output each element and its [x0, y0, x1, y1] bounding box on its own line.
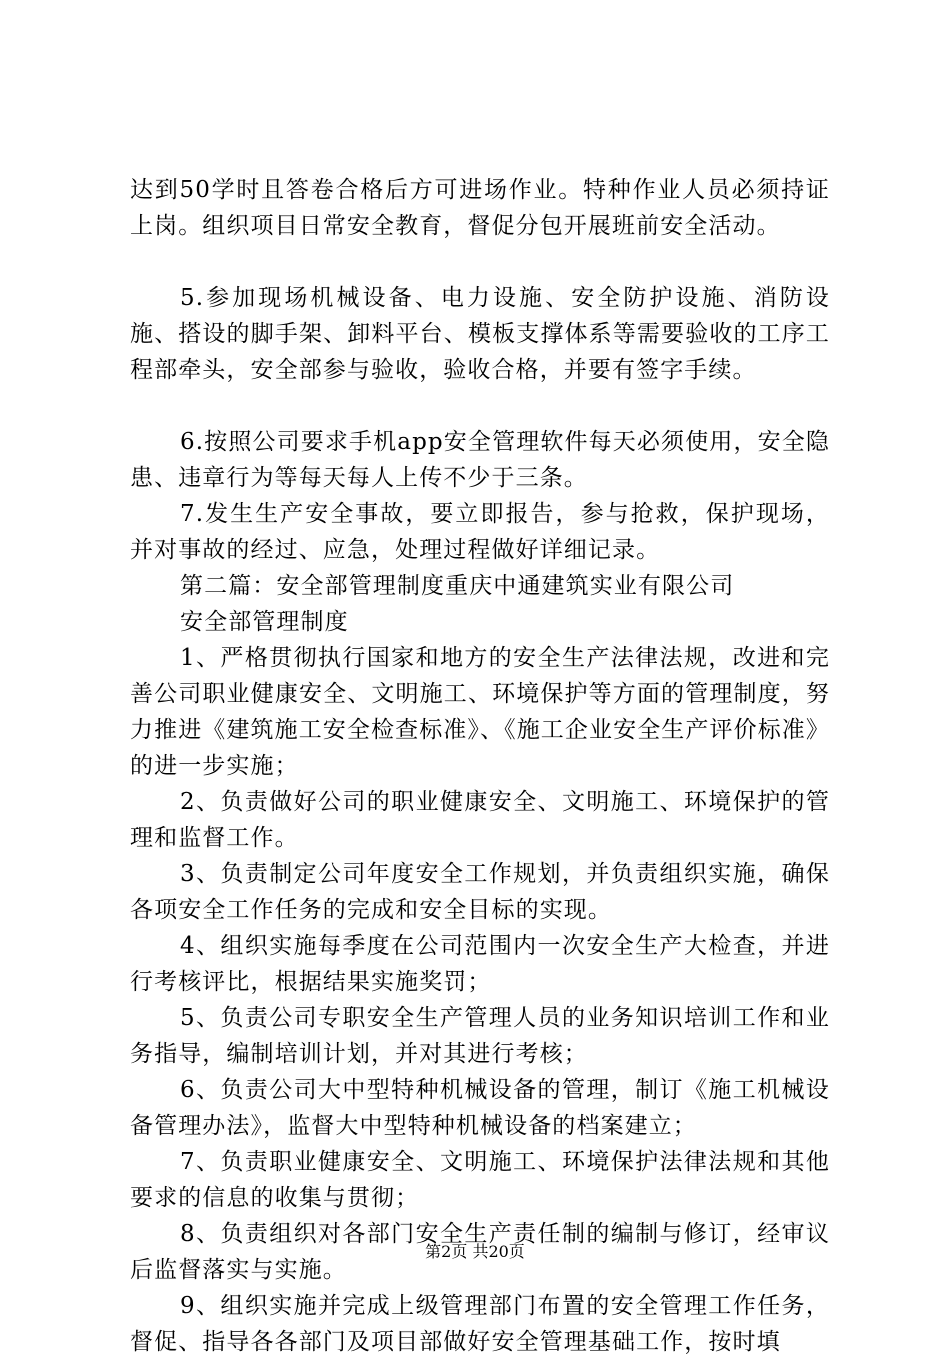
section-heading: 第二篇：安全部管理制度重庆中通建筑实业有限公司 [180, 573, 735, 599]
rule-item-1: 1、严格贯彻执行国家和地方的安全生产法律法规，改进和完善公司职业健康安全、文明施工、环境保护等方面的管理制度，努力推进《建筑施工安全检查标准》、《施工企业安全生产评价标准》的进一步实施； [130, 645, 830, 779]
rule-item-8: 8、负责组织对各部门安全生产责任制的编制与修订，经审议后监督落实与实施。 [130, 1221, 830, 1283]
rule-item-5: 5、负责公司专职安全生产管理人员的业务知识培训工作和业务指导，编制培训计划，并对其进行考核； [130, 1005, 830, 1067]
rule-item-2: 2、负责做好公司的职业健康安全、文明施工、环境保护的管理和监督工作。 [130, 789, 830, 851]
rule-item-7: 7、负责职业健康安全、文明施工、环境保护法律法规和其他要求的信息的收集与贯彻； [130, 1149, 830, 1211]
paragraph-continuation: 达到50学时且答卷合格后方可进场作业。特种作业人员必须持证上岗。组织项目日常安全教育，督促分包开展班前安全活动。 [130, 177, 830, 239]
rule-item-9: 9、组织实施并完成上级管理部门布置的安全管理工作任务，督促、指导各各部门及项目部做好安全管理基础工作，按时填 [130, 1293, 830, 1355]
rule-item-6: 6、负责公司大中型特种机械设备的管理，制订《施工机械设备管理办法》，监督大中型特种机械设备的档案建立； [130, 1077, 830, 1139]
rule-item-3: 3、负责制定公司年度安全工作规划，并负责组织实施，确保各项安全工作任务的完成和安全目标的实现。 [130, 861, 830, 923]
page-number-footer: 第2页 共20页 [425, 1242, 525, 1261]
paragraph-item-6: 6.按照公司要求手机app安全管理软件每天必须使用，安全隐患、违章行为等每天每人上传不少于三条。 [130, 429, 830, 491]
document-body [130, 172, 830, 1360]
paragraph-item-7: 7.发生生产安全事故，要立即报告，参与抢救，保护现场，并对事故的经过、应急，处理过程做好详细记录。 [130, 501, 830, 563]
paragraph-item-5: 5.参加现场机械设备、电力设施、安全防护设施、消防设施、搭设的脚手架、卸料平台、模板支撑体系等需要验收的工序工程部牵头，安全部参与验收，验收合格，并要有签字手续。 [130, 285, 830, 383]
rule-item-4: 4、组织实施每季度在公司范围内一次安全生产大检查，并进行考核评比，根据结果实施奖罚； [130, 933, 830, 995]
section-title: 安全部管理制度 [180, 609, 349, 635]
